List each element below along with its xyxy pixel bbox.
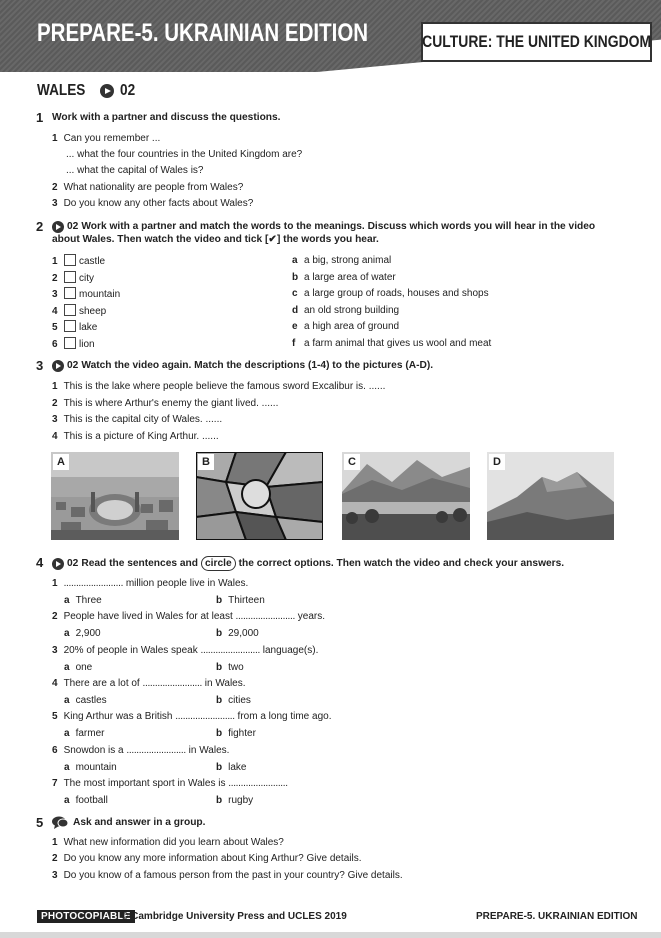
item-text: This is the lake where people believe the famous sword Excalibur is. ...... [63, 381, 386, 392]
section-title-text: WALES [37, 82, 86, 99]
meaning-text: a large area of water [304, 272, 396, 283]
item-number: 3 [52, 644, 58, 656]
sentence-row [52, 744, 229, 757]
meaning-row [292, 287, 489, 300]
answer-blank[interactable]: ........................ [175, 711, 235, 723]
option-letter: a [64, 694, 70, 706]
answer-blank[interactable]: ........................ [200, 644, 260, 656]
meaning-row [292, 254, 391, 267]
list-item [52, 197, 253, 210]
word-text: castle [79, 256, 106, 267]
option-text: rugby [228, 794, 254, 806]
sentence-row [52, 677, 246, 690]
picture-label: A [53, 454, 69, 470]
meaning-text: a high area of ground [304, 321, 400, 332]
ex5-number: 5 [36, 815, 44, 830]
item-text: What nationality are people from Wales? [63, 182, 244, 193]
meaning-text: a large group of roads, houses and shops [304, 288, 489, 299]
meaning-letter: b [292, 272, 299, 283]
word-row [52, 337, 95, 351]
list-item [52, 869, 403, 882]
sentence-pre: People have lived in Wales for at least [63, 611, 236, 623]
option-b[interactable] [216, 794, 253, 807]
photocopiable-badge: PHOTOCOPIABLE [37, 910, 135, 923]
picture-label: C [344, 454, 360, 470]
option-b[interactable] [216, 661, 244, 674]
picture-c [342, 452, 470, 540]
item-text: Do you know any other facts about Wales? [63, 198, 254, 209]
option-letter: b [216, 595, 223, 606]
item-text: Do you know of a famous person from the past in your country? Give details. [63, 870, 403, 881]
option-a[interactable] [64, 727, 104, 740]
item-text: Do you know any more information about King Arthur? Give details. [63, 853, 362, 864]
answer-blank[interactable]: ........................ [142, 677, 202, 689]
meaning-letter: c [292, 288, 298, 299]
list-item [52, 397, 278, 410]
option-letter: b [216, 728, 223, 740]
option-text: 2,900 [75, 628, 101, 640]
sentence-post: in Wales. [201, 677, 246, 689]
meaning-text: a big, strong animal [304, 255, 392, 266]
ex4-instruction-pre: Read the sentences and [81, 558, 198, 569]
option-b[interactable] [216, 627, 259, 640]
culture-label: CULTURE: THE UNITED KINGDOM [422, 32, 651, 51]
ex3-instruction: Watch the video again. Match the descriptions (1-4) to the pictures (A-D). [81, 360, 434, 371]
option-text: fighter [228, 728, 256, 740]
item-number: 3 [52, 198, 58, 209]
word-checkbox[interactable] [64, 287, 76, 299]
stained-glass-image [196, 452, 323, 540]
word-row [52, 271, 94, 285]
meaning-row [292, 304, 399, 317]
word-number: 4 [52, 306, 58, 317]
item-number: 1 [52, 837, 58, 848]
meaning-text: an old strong building [304, 305, 400, 316]
option-text: 29,000 [228, 628, 259, 640]
ex3-track: 02 [67, 360, 79, 371]
item-text: ... what the capital of Wales is? [66, 165, 204, 176]
sentence-pre: King Arthur was a British [63, 711, 176, 723]
word-text: sheep [79, 306, 107, 317]
option-letter: a [64, 761, 70, 773]
word-text: city [79, 273, 94, 284]
sentence-post: language(s). [259, 644, 319, 656]
footer-stripe [0, 932, 661, 938]
item-number: 1 [52, 381, 58, 392]
item-text: What new information did you learn about Wales? [63, 837, 284, 848]
ex4-number: 4 [36, 555, 44, 570]
word-row [52, 254, 105, 268]
item-number: 2 [52, 853, 58, 864]
option-letter: b [216, 661, 223, 673]
list-item [52, 181, 243, 194]
section-title [37, 82, 138, 100]
item-text: This is where Arthur's enemy the giant lived. ...... [63, 398, 279, 409]
meaning-letter: a [292, 255, 298, 266]
option-letter: b [216, 761, 223, 773]
item-number: 7 [52, 777, 58, 789]
option-letter: a [64, 728, 70, 740]
word-text: lake [79, 322, 98, 333]
item-number: 3 [52, 414, 58, 425]
video-play-icon [52, 558, 64, 570]
video-play-icon [100, 84, 114, 98]
sentence-post: in Wales. [185, 744, 230, 756]
sentence-post: million people live in Wales. [123, 578, 249, 589]
ex5-instruction: Ask and answer in a group. [73, 817, 206, 828]
sentence-row [52, 644, 318, 657]
option-b[interactable] [216, 727, 256, 740]
list-item [52, 132, 160, 145]
page-title: PREPARE-5. UKRAINIAN EDITION [37, 19, 369, 47]
copyright-text: © Cambridge University Press and UCLES 2019 [121, 911, 347, 922]
word-number: 2 [52, 273, 58, 284]
list-item [52, 836, 284, 849]
meaning-text: a farm animal that gives us wool and meat [304, 338, 492, 349]
ex2-instruction-line-a [52, 220, 595, 233]
word-number: 3 [52, 289, 58, 300]
option-text: cities [228, 694, 251, 706]
item-number: 6 [52, 744, 58, 756]
meaning-row [292, 337, 491, 350]
word-text: mountain [79, 289, 121, 300]
item-number: 4 [52, 677, 58, 689]
list-item [52, 380, 385, 393]
option-b[interactable] [216, 761, 246, 774]
item-text: Can you remember ... [63, 133, 161, 144]
option-a[interactable] [64, 794, 108, 807]
ex1-number: 1 [36, 110, 44, 125]
meaning-letter: f [292, 338, 296, 349]
option-text: lake [228, 761, 247, 773]
option-text: one [75, 661, 93, 673]
option-text: Thirteen [228, 595, 265, 606]
answer-blank[interactable]: ........................ [235, 611, 295, 623]
sentence-row [52, 577, 248, 590]
word-checkbox[interactable] [64, 304, 76, 316]
speech-bubble-icon [52, 816, 68, 829]
list-item [52, 413, 222, 426]
word-number: 6 [52, 339, 58, 350]
item-text: ... what the four countries in the United Kingdom are? [66, 149, 303, 160]
ex5-instruction-line [52, 816, 205, 829]
city-aerial-image [51, 452, 179, 540]
meaning-letter: d [292, 305, 299, 316]
word-row [52, 287, 120, 301]
sentence-pre: The most important sport in Wales is [63, 777, 229, 789]
option-text: castles [75, 694, 107, 706]
word-number: 1 [52, 256, 58, 267]
item-number: 2 [52, 611, 58, 623]
ex2-number: 2 [36, 219, 44, 234]
option-a[interactable] [64, 661, 92, 674]
meaning-letter: e [292, 321, 298, 332]
option-a[interactable] [64, 594, 102, 607]
lake-landscape-image [342, 452, 470, 540]
option-letter: a [64, 661, 70, 673]
ex4-instruction-line [52, 556, 564, 571]
item-text: This is a picture of King Arthur. ...... [63, 431, 219, 442]
culture-label-box [421, 22, 652, 62]
ex4-track: 02 [67, 558, 79, 569]
option-letter: a [64, 794, 70, 806]
picture-d [487, 452, 614, 540]
item-number: 3 [52, 870, 58, 881]
option-a[interactable] [64, 761, 117, 774]
option-b[interactable] [216, 694, 251, 707]
answer-blank[interactable]: ........................ [228, 777, 288, 789]
option-b[interactable] [216, 594, 265, 607]
sentence-pre: 20% of people in Wales speak [63, 644, 201, 656]
option-text: mountain [75, 761, 117, 773]
meaning-row [292, 271, 396, 284]
sentence-pre: Snowdon is a [63, 744, 127, 756]
list-item [52, 430, 219, 443]
ex1-instruction: Work with a partner and discuss the questions. [52, 112, 281, 123]
ex2-instruction-b: about Wales. Then watch the video and tick [✔] the words you hear. [52, 234, 379, 245]
picture-b [196, 452, 323, 540]
video-play-icon [52, 221, 64, 233]
picture-label: D [489, 454, 505, 470]
ex2-track: 02 [67, 221, 79, 232]
item-text: This is the capital city of Wales. ...... [63, 414, 223, 425]
item-number: 1 [52, 578, 58, 589]
option-letter: b [216, 794, 223, 806]
option-letter: b [216, 628, 223, 640]
header-banner [0, 0, 661, 72]
list-item [66, 148, 302, 161]
option-letter: a [64, 628, 70, 640]
sentence-pre: There are a lot of [63, 677, 143, 689]
word-row [52, 320, 97, 334]
ex4-instruction-circle: circle [201, 556, 236, 571]
sentence-row [52, 710, 331, 723]
sentence-post: years. [295, 611, 326, 623]
section-track: 02 [119, 82, 136, 99]
picture-a [51, 452, 179, 540]
item-number: 2 [52, 398, 58, 409]
word-text: lion [79, 339, 95, 350]
item-number: 5 [52, 711, 58, 723]
video-play-icon [52, 360, 64, 372]
ex4-instruction-post: the correct options. Then watch the video and check your answers. [238, 558, 565, 569]
ex3-instruction-line [52, 359, 433, 372]
option-text: two [228, 661, 244, 673]
option-text: Three [75, 595, 102, 606]
word-row [52, 304, 106, 318]
ex3-number: 3 [36, 358, 44, 373]
list-item [66, 164, 203, 177]
list-item [52, 852, 362, 865]
option-text: farmer [75, 728, 105, 740]
option-letter: a [64, 595, 70, 606]
picture-label: B [198, 454, 214, 470]
ex2-instruction-a: Work with a partner and match the words to the meanings. Discuss which words you will hear in the video [81, 221, 596, 232]
answer-blank[interactable]: ........................ [63, 578, 124, 589]
mountain-image [487, 452, 614, 540]
item-number: 4 [52, 431, 58, 442]
word-checkbox[interactable] [64, 254, 76, 266]
word-checkbox[interactable] [64, 271, 76, 283]
option-letter: b [216, 694, 223, 706]
footer-edition: PREPARE-5. UKRAINIAN EDITION [476, 911, 638, 922]
word-number: 5 [52, 322, 58, 333]
answer-blank[interactable]: ........................ [126, 744, 186, 756]
item-number: 1 [52, 133, 58, 144]
sentence-post: from a long time ago. [234, 711, 332, 723]
meaning-row [292, 320, 399, 333]
sentence-row [52, 777, 288, 790]
sentence-row [52, 610, 325, 623]
word-checkbox[interactable] [64, 320, 76, 332]
option-a[interactable] [64, 694, 107, 707]
option-a[interactable] [64, 627, 101, 640]
item-number: 2 [52, 182, 58, 193]
option-text: football [75, 794, 108, 806]
word-checkbox[interactable] [64, 337, 76, 349]
